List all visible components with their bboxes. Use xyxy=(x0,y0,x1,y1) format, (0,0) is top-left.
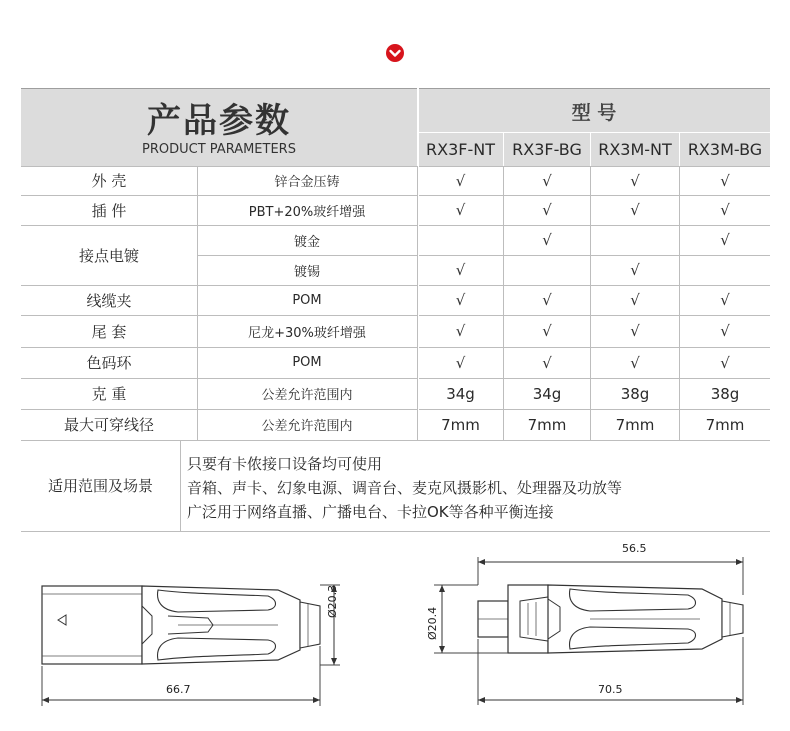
cell-value: √ xyxy=(455,261,466,279)
cell-value xyxy=(504,255,590,285)
cell-value: √ xyxy=(542,201,552,219)
model-header-rx3f-nt: RX3F-NT xyxy=(426,140,495,159)
cell-value: √ xyxy=(720,322,730,340)
row-label-plating: 接点电镀 xyxy=(78,246,139,265)
cell-value: 7mm xyxy=(705,415,745,434)
right-top-length-label: 56.5 xyxy=(622,542,647,555)
cell-value xyxy=(418,225,503,255)
cell-value: √ xyxy=(542,171,552,190)
model-header-rx3m-bg: RX3M-BG xyxy=(687,140,763,159)
cell-value: √ xyxy=(542,291,552,309)
cell-value: 38g xyxy=(620,384,650,403)
row-spec-boot: 尼龙+30%玻纤增强 xyxy=(248,325,366,341)
left-length-label: 66.7 xyxy=(166,683,191,696)
row-label-cable-clamp: 线缆夹 xyxy=(86,291,132,310)
row-spec-gold: 镀金 xyxy=(293,234,320,250)
model-heading: 型 号 xyxy=(571,101,617,124)
row-spec-insert: PBT+20%玻纤增强 xyxy=(248,204,366,220)
row-spec-cable-clamp: POM xyxy=(292,292,322,308)
application-label: 适用范围及场景 xyxy=(47,477,153,495)
row-spec-color-ring: POM xyxy=(292,355,322,370)
cell-value xyxy=(680,255,770,285)
cell-value: √ xyxy=(542,322,552,340)
application-line: 音箱、声卡、幻象电源、调音台、麦克风摄影机、处理器及功放等 xyxy=(187,479,623,497)
cell-value: √ xyxy=(455,353,466,372)
cell-value: √ xyxy=(455,201,466,219)
cell-value: √ xyxy=(720,353,730,372)
right-diameter-label: Ø20.4 xyxy=(426,606,439,640)
cell-value: √ xyxy=(630,353,640,372)
cell-value: √ xyxy=(455,291,466,309)
cell-value: √ xyxy=(720,201,730,219)
application-line: 广泛用于网络直播、广播电台、卡拉OK等各种平衡连接 xyxy=(187,503,554,521)
model-header-rx3m-nt: RX3M-NT xyxy=(598,140,672,159)
cell-value: √ xyxy=(720,291,730,309)
cell-value: √ xyxy=(630,261,640,279)
application-line: 只要有卡侬接口设备均可使用 xyxy=(187,455,383,473)
cell-value: 34g xyxy=(446,384,475,403)
row-label-max-cable: 最大可穿线径 xyxy=(63,416,154,434)
cell-value: √ xyxy=(720,171,730,190)
page-title: 产品参数 xyxy=(147,100,291,141)
chevron-down-icon xyxy=(385,43,405,63)
page-subtitle: PRODUCT PARAMETERS xyxy=(142,141,296,157)
cell-value: √ xyxy=(455,322,466,340)
row-label-insert: 插 件 xyxy=(91,201,127,220)
cell-value: 7mm xyxy=(615,415,655,434)
spec-table xyxy=(21,88,770,532)
application-text xyxy=(187,452,767,527)
row-spec-tin: 镀锡 xyxy=(293,264,320,280)
cell-value: √ xyxy=(542,353,552,372)
cell-value: 34g xyxy=(532,384,562,403)
cell-value: 38g xyxy=(710,384,740,403)
cell-value: √ xyxy=(542,231,552,249)
cell-value: √ xyxy=(720,231,730,249)
cell-value: 7mm xyxy=(527,415,567,434)
cell-value: √ xyxy=(630,322,640,340)
cell-value xyxy=(591,225,679,255)
female-connector-drawing xyxy=(28,566,358,716)
row-spec-max-cable: 公差允许范围内 xyxy=(261,419,353,434)
male-connector-drawing xyxy=(420,545,765,720)
row-label-boot: 尾 套 xyxy=(91,322,127,341)
row-label-color-ring: 色码环 xyxy=(86,354,132,372)
row-spec-weight: 公差允许范围内 xyxy=(261,388,353,403)
cell-value: 7mm xyxy=(441,415,480,434)
right-length-label: 70.5 xyxy=(598,683,623,696)
cell-value: √ xyxy=(630,291,640,309)
cell-value: √ xyxy=(455,171,466,190)
cell-value: √ xyxy=(630,201,640,219)
row-label-shell: 外 壳 xyxy=(91,172,127,190)
left-diameter-label: Ø20.3 xyxy=(326,584,339,618)
row-spec-shell: 锌合金压铸 xyxy=(274,175,340,190)
row-label-weight: 克 重 xyxy=(91,385,127,403)
model-header-rx3f-bg: RX3F-BG xyxy=(512,140,582,159)
cell-value: √ xyxy=(630,171,640,190)
